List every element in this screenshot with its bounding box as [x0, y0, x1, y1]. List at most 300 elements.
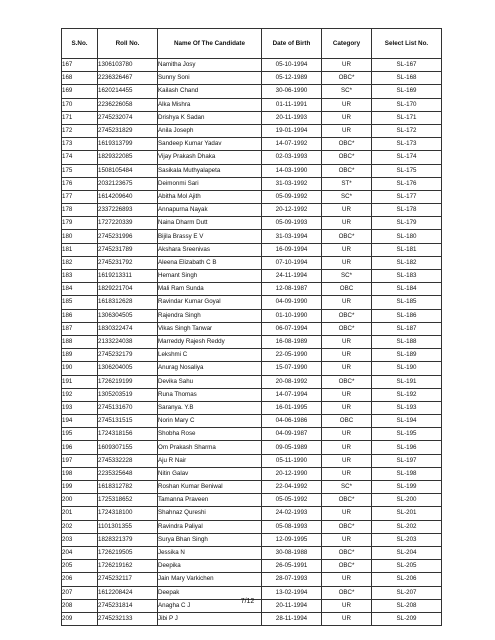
table-row [62, 428, 442, 441]
table-row [62, 204, 442, 217]
cell-sno: 170 [62, 98, 98, 111]
cell-sno: 174 [62, 151, 98, 164]
cell-date-of-birth: 30-06-1990 [262, 85, 322, 98]
cell-roll-no: 2745332228 [98, 454, 158, 467]
cell-roll-no: 1306204005 [98, 362, 158, 375]
cell-category: UR [322, 388, 372, 401]
cell-sno: 186 [62, 309, 98, 322]
header-date-of-birth: Date of Birth [262, 29, 322, 59]
cell-date-of-birth: 05-05-1992 [262, 494, 322, 507]
cell-category: OBC* [322, 151, 372, 164]
cell-select-list-no: SL-182 [372, 256, 442, 269]
cell-candidate-name: Alka Mishra [158, 98, 262, 111]
cell-select-list-no: SL-170 [372, 98, 442, 111]
cell-candidate-name: Shahnaz Qureshi [158, 507, 262, 520]
cell-sno: 180 [62, 230, 98, 243]
cell-roll-no: 2745231792 [98, 256, 158, 269]
cell-sno: 201 [62, 507, 98, 520]
cell-roll-no: 2133224038 [98, 335, 158, 348]
cell-candidate-name: Surya Bhan Singh [158, 533, 262, 546]
cell-candidate-name: Runa Thomas [158, 388, 262, 401]
cell-date-of-birth: 05-09-1993 [262, 217, 322, 230]
cell-candidate-name: Deepika [158, 560, 262, 573]
cell-date-of-birth: 14-07-1994 [262, 388, 322, 401]
cell-category: UR [322, 401, 372, 414]
cell-sno: 209 [62, 612, 98, 625]
cell-candidate-name: Shobha Rose [158, 428, 262, 441]
cell-date-of-birth: 19-01-1994 [262, 124, 322, 137]
cell-category: UR [322, 204, 372, 217]
cell-category: UR [322, 428, 372, 441]
cell-date-of-birth: 13-02-1994 [262, 586, 322, 599]
cell-roll-no: 2337226893 [98, 204, 158, 217]
cell-select-list-no: SL-179 [372, 217, 442, 230]
cell-select-list-no: SL-195 [372, 428, 442, 441]
cell-roll-no: 2745231996 [98, 230, 158, 243]
header-select-list-no: Select List No. [372, 29, 442, 59]
cell-candidate-name: Roshan Kumar Beniwal [158, 481, 262, 494]
cell-candidate-name: Naina Dharm Dutt [158, 217, 262, 230]
cell-candidate-name: Hemant Singh [158, 270, 262, 283]
cell-category: OBC* [322, 164, 372, 177]
cell-sno: 204 [62, 546, 98, 559]
cell-select-list-no: SL-202 [372, 520, 442, 533]
cell-select-list-no: SL-169 [372, 85, 442, 98]
cell-sno: 179 [62, 217, 98, 230]
table-row [62, 111, 442, 124]
cell-roll-no: 1618312628 [98, 296, 158, 309]
cell-candidate-name: Saranya. Y.B [158, 401, 262, 414]
cell-select-list-no: SL-177 [372, 190, 442, 203]
cell-candidate-name: Jessika N [158, 546, 262, 559]
cell-date-of-birth: 01-10-1990 [262, 309, 322, 322]
selection-list-table [61, 28, 442, 626]
cell-select-list-no: SL-188 [372, 335, 442, 348]
cell-roll-no: 2745231829 [98, 124, 158, 137]
cell-date-of-birth: 22-04-1992 [262, 481, 322, 494]
cell-date-of-birth: 05-12-1989 [262, 72, 322, 85]
cell-date-of-birth: 05-08-1993 [262, 520, 322, 533]
cell-category: UR [322, 507, 372, 520]
cell-sno: 184 [62, 283, 98, 296]
cell-candidate-name: Abitha Mol Ajith [158, 190, 262, 203]
cell-date-of-birth: 05-11-1990 [262, 454, 322, 467]
cell-date-of-birth: 28-07-1993 [262, 573, 322, 586]
cell-candidate-name: Namitha Josy [158, 59, 262, 72]
cell-roll-no: 1306304505 [98, 309, 158, 322]
table-row [62, 573, 442, 586]
cell-sno: 187 [62, 322, 98, 335]
cell-select-list-no: SL-185 [372, 296, 442, 309]
cell-roll-no: 1724318156 [98, 428, 158, 441]
cell-category: UR [322, 124, 372, 137]
cell-date-of-birth: 09-05-1989 [262, 441, 322, 454]
cell-sno: 181 [62, 243, 98, 256]
cell-candidate-name: Akshara Sreenivas [158, 243, 262, 256]
cell-candidate-name: Sasikala Muthyalapeta [158, 164, 262, 177]
cell-sno: 200 [62, 494, 98, 507]
cell-roll-no: 2235325648 [98, 467, 158, 480]
cell-select-list-no: SL-193 [372, 401, 442, 414]
cell-roll-no: 2745232179 [98, 349, 158, 362]
cell-category: UR [322, 217, 372, 230]
cell-select-list-no: SL-175 [372, 164, 442, 177]
cell-date-of-birth: 04-09-1987 [262, 428, 322, 441]
cell-roll-no: 1619213311 [98, 270, 158, 283]
table-row [62, 309, 442, 322]
cell-select-list-no: SL-173 [372, 138, 442, 151]
cell-roll-no: 1508105484 [98, 164, 158, 177]
cell-date-of-birth: 20-11-1993 [262, 111, 322, 124]
cell-sno: 171 [62, 111, 98, 124]
cell-date-of-birth: 14-07-1992 [262, 138, 322, 151]
cell-date-of-birth: 22-05-1990 [262, 349, 322, 362]
cell-select-list-no: SL-178 [372, 204, 442, 217]
cell-category: SC* [322, 481, 372, 494]
cell-sno: 208 [62, 599, 98, 612]
cell-select-list-no: SL-183 [372, 270, 442, 283]
cell-candidate-name: Norin Mary C [158, 415, 262, 428]
cell-date-of-birth: 28-11-1994 [262, 612, 322, 625]
cell-category: UR [322, 111, 372, 124]
cell-category: UR [322, 296, 372, 309]
cell-select-list-no: SL-167 [372, 59, 442, 72]
table-row [62, 256, 442, 269]
cell-select-list-no: SL-191 [372, 375, 442, 388]
cell-category: OBC* [322, 230, 372, 243]
cell-select-list-no: SL-204 [372, 546, 442, 559]
cell-roll-no: 1306103780 [98, 59, 158, 72]
cell-select-list-no: SL-181 [372, 243, 442, 256]
cell-category: UR [322, 335, 372, 348]
cell-roll-no: 2745232117 [98, 573, 158, 586]
cell-candidate-name: Lekshmi C [158, 349, 262, 362]
cell-date-of-birth: 16-01-1995 [262, 401, 322, 414]
cell-sno: 197 [62, 454, 98, 467]
cell-select-list-no: SL-199 [372, 481, 442, 494]
cell-date-of-birth: 20-08-1992 [262, 375, 322, 388]
cell-candidate-name: Drishya K Sadan [158, 111, 262, 124]
cell-category: ST* [322, 177, 372, 190]
cell-candidate-name: Aju R Nair [158, 454, 262, 467]
cell-roll-no: 1724318100 [98, 507, 158, 520]
cell-roll-no: 2745232074 [98, 111, 158, 124]
cell-date-of-birth: 20-11-1994 [262, 599, 322, 612]
cell-sno: 183 [62, 270, 98, 283]
cell-category: OBC* [322, 138, 372, 151]
cell-candidate-name: Sandeep Kumar Yadav [158, 138, 262, 151]
cell-sno: 206 [62, 573, 98, 586]
cell-sno: 172 [62, 124, 98, 137]
table-row [62, 494, 442, 507]
cell-select-list-no: SL-198 [372, 467, 442, 480]
cell-candidate-name: Vijay Prakash Dhaka [158, 151, 262, 164]
cell-date-of-birth: 24-11-1994 [262, 270, 322, 283]
cell-sno: 190 [62, 362, 98, 375]
table-row [62, 124, 442, 137]
table-row [62, 296, 442, 309]
cell-select-list-no: SL-180 [372, 230, 442, 243]
cell-sno: 199 [62, 481, 98, 494]
cell-roll-no: 1726219162 [98, 560, 158, 573]
table-row [62, 217, 442, 230]
cell-sno: 168 [62, 72, 98, 85]
cell-category: OBC* [322, 546, 372, 559]
cell-roll-no: 1829221704 [98, 283, 158, 296]
cell-date-of-birth: 20-12-1992 [262, 204, 322, 217]
cell-roll-no: 1614209640 [98, 190, 158, 203]
cell-date-of-birth: 12-09-1995 [262, 533, 322, 546]
header-roll-no: Roll No. [98, 29, 158, 59]
cell-sno: 167 [62, 59, 98, 72]
table-row [62, 283, 442, 296]
cell-candidate-name: Rajendra Singh [158, 309, 262, 322]
table-row [62, 375, 442, 388]
cell-select-list-no: SL-174 [372, 151, 442, 164]
cell-date-of-birth: 30-08-1988 [262, 546, 322, 559]
cell-roll-no: 1726219199 [98, 375, 158, 388]
cell-sno: 192 [62, 388, 98, 401]
table-body [62, 59, 442, 626]
cell-category: OBC [322, 283, 372, 296]
cell-date-of-birth: 01-11-1991 [262, 98, 322, 111]
cell-category: UR [322, 362, 372, 375]
cell-candidate-name: Ravindar Kumar Goyal [158, 296, 262, 309]
cell-select-list-no: SL-197 [372, 454, 442, 467]
cell-sno: 173 [62, 138, 98, 151]
header-category: Category [322, 29, 372, 59]
cell-date-of-birth: 20-12-1990 [262, 467, 322, 480]
cell-sno: 202 [62, 520, 98, 533]
cell-candidate-name: Tamanna Praveen [158, 494, 262, 507]
table-row [62, 270, 442, 283]
cell-sno: 176 [62, 177, 98, 190]
table-row [62, 59, 442, 72]
cell-candidate-name: Anagha C J [158, 599, 262, 612]
table-row [62, 85, 442, 98]
cell-date-of-birth: 15-07-1990 [262, 362, 322, 375]
cell-roll-no: 1829322085 [98, 151, 158, 164]
cell-candidate-name: Marreddy Rajesh Reddy [158, 335, 262, 348]
cell-category: UR [322, 349, 372, 362]
cell-candidate-name: Jibi P J [158, 612, 262, 625]
cell-select-list-no: SL-196 [372, 441, 442, 454]
cell-date-of-birth: 04-09-1990 [262, 296, 322, 309]
cell-select-list-no: SL-187 [372, 322, 442, 335]
cell-category: UR [322, 612, 372, 625]
cell-roll-no: 1619313799 [98, 138, 158, 151]
cell-candidate-name: Mali Ram Sunda [158, 283, 262, 296]
cell-category: UR [322, 533, 372, 546]
cell-sno: 194 [62, 415, 98, 428]
table-row [62, 362, 442, 375]
cell-category: UR [322, 441, 372, 454]
cell-roll-no: 2745231814 [98, 599, 158, 612]
cell-date-of-birth: 05-09-1992 [262, 190, 322, 203]
cell-roll-no: 1828321379 [98, 533, 158, 546]
table-row [62, 441, 442, 454]
table-row [62, 388, 442, 401]
cell-roll-no: 1726219505 [98, 546, 158, 559]
cell-category: OBC* [322, 375, 372, 388]
cell-date-of-birth: 02-03-1993 [262, 151, 322, 164]
table-row [62, 190, 442, 203]
cell-sno: 191 [62, 375, 98, 388]
cell-date-of-birth: 06-07-1994 [262, 322, 322, 335]
cell-sno: 182 [62, 256, 98, 269]
cell-select-list-no: SL-190 [372, 362, 442, 375]
cell-category: OBC* [322, 520, 372, 533]
cell-roll-no: 1305203519 [98, 388, 158, 401]
cell-date-of-birth: 31-03-1992 [262, 177, 322, 190]
cell-candidate-name: Aleena Elizabath C B [158, 256, 262, 269]
cell-candidate-name: Devika Sahu [158, 375, 262, 388]
cell-select-list-no: SL-208 [372, 599, 442, 612]
cell-select-list-no: SL-189 [372, 349, 442, 362]
cell-date-of-birth: 04-06-1986 [262, 415, 322, 428]
cell-category: UR [322, 454, 372, 467]
cell-candidate-name: Ravindra Paliyal [158, 520, 262, 533]
cell-date-of-birth: 16-09-1994 [262, 243, 322, 256]
cell-sno: 178 [62, 204, 98, 217]
table-row [62, 546, 442, 559]
cell-candidate-name: Bijila Brassy E V [158, 230, 262, 243]
table-row [62, 401, 442, 414]
cell-roll-no: 1101301355 [98, 520, 158, 533]
cell-roll-no: 1620214455 [98, 85, 158, 98]
cell-select-list-no: SL-205 [372, 560, 442, 573]
cell-roll-no: 1725318652 [98, 494, 158, 507]
table-row [62, 520, 442, 533]
cell-category: UR [322, 243, 372, 256]
cell-sno: 205 [62, 560, 98, 573]
table-row [62, 151, 442, 164]
cell-date-of-birth: 07-10-1994 [262, 256, 322, 269]
cell-select-list-no: SL-168 [372, 72, 442, 85]
cell-candidate-name: Anila Joseph [158, 124, 262, 137]
cell-date-of-birth: 16-08-1989 [262, 335, 322, 348]
cell-category: OBC* [322, 560, 372, 573]
cell-sno: 203 [62, 533, 98, 546]
cell-sno: 175 [62, 164, 98, 177]
cell-date-of-birth: 14-03-1990 [262, 164, 322, 177]
cell-candidate-name: Vikas Singh Tanwar [158, 322, 262, 335]
page-number: 7/12 [240, 598, 255, 605]
cell-select-list-no: SL-200 [372, 494, 442, 507]
cell-category: OBC* [322, 309, 372, 322]
cell-roll-no: 1727220339 [98, 217, 158, 230]
table-row [62, 454, 442, 467]
cell-roll-no: 2745131515 [98, 415, 158, 428]
cell-category: OBC [322, 415, 372, 428]
cell-sno: 189 [62, 349, 98, 362]
cell-sno: 195 [62, 428, 98, 441]
cell-candidate-name: Annapurna Nayak [158, 204, 262, 217]
cell-category: UR [322, 599, 372, 612]
cell-roll-no: 2236226058 [98, 98, 158, 111]
table-row [62, 467, 442, 480]
cell-sno: 185 [62, 296, 98, 309]
cell-category: OBC* [322, 586, 372, 599]
cell-candidate-name: Sunny Soni [158, 72, 262, 85]
cell-sno: 196 [62, 441, 98, 454]
table-row [62, 164, 442, 177]
cell-sno: 198 [62, 467, 98, 480]
cell-select-list-no: SL-201 [372, 507, 442, 520]
table-header [62, 29, 442, 59]
table-row [62, 533, 442, 546]
cell-date-of-birth: 05-10-1994 [262, 59, 322, 72]
cell-category: UR [322, 256, 372, 269]
cell-roll-no: 2032123675 [98, 177, 158, 190]
cell-select-list-no: SL-172 [372, 124, 442, 137]
cell-select-list-no: SL-184 [372, 283, 442, 296]
cell-category: OBC* [322, 322, 372, 335]
table-row [62, 507, 442, 520]
table-row [62, 72, 442, 85]
cell-category: UR [322, 98, 372, 111]
cell-category: SC* [322, 85, 372, 98]
cell-roll-no: 1830322474 [98, 322, 158, 335]
table-row [62, 415, 442, 428]
cell-sno: 169 [62, 85, 98, 98]
cell-category: UR [322, 467, 372, 480]
table-row [62, 138, 442, 151]
table-row [62, 560, 442, 573]
table-row [62, 322, 442, 335]
cell-select-list-no: SL-192 [372, 388, 442, 401]
cell-roll-no: 1618312782 [98, 481, 158, 494]
table-row [62, 349, 442, 362]
cell-candidate-name: Anurag Nosaliya [158, 362, 262, 375]
cell-select-list-no: SL-207 [372, 586, 442, 599]
cell-roll-no: 2745232133 [98, 612, 158, 625]
cell-category: UR [322, 59, 372, 72]
cell-candidate-name: Om Prakash Sharma [158, 441, 262, 454]
cell-candidate-name: Kailash Chand [158, 85, 262, 98]
table-row [62, 230, 442, 243]
cell-candidate-name: Nitin Galav [158, 467, 262, 480]
cell-date-of-birth: 12-08-1987 [262, 283, 322, 296]
cell-candidate-name: Jain Mary Varkichen [158, 573, 262, 586]
header-sno: S.No. [62, 29, 98, 59]
cell-roll-no: 2236326467 [98, 72, 158, 85]
cell-date-of-birth: 24-02-1993 [262, 507, 322, 520]
cell-select-list-no: SL-171 [372, 111, 442, 124]
cell-category: OBC* [322, 72, 372, 85]
table-row [62, 481, 442, 494]
cell-select-list-no: SL-176 [372, 177, 442, 190]
cell-roll-no: 2745131670 [98, 401, 158, 414]
cell-category: SC* [322, 190, 372, 203]
table-row [62, 612, 442, 625]
cell-sno: 193 [62, 401, 98, 414]
table-row [62, 177, 442, 190]
cell-select-list-no: SL-203 [372, 533, 442, 546]
cell-select-list-no: SL-209 [372, 612, 442, 625]
cell-roll-no: 1612208424 [98, 586, 158, 599]
cell-select-list-no: SL-186 [372, 309, 442, 322]
cell-sno: 188 [62, 335, 98, 348]
cell-date-of-birth: 31-03-1994 [262, 230, 322, 243]
cell-roll-no: 1609307155 [98, 441, 158, 454]
cell-roll-no: 2745231789 [98, 243, 158, 256]
header-candidate-name: Name Of The Candidate [158, 29, 262, 59]
cell-date-of-birth: 26-05-1991 [262, 560, 322, 573]
cell-select-list-no: SL-194 [372, 415, 442, 428]
cell-sno: 177 [62, 190, 98, 203]
cell-category: SC* [322, 270, 372, 283]
